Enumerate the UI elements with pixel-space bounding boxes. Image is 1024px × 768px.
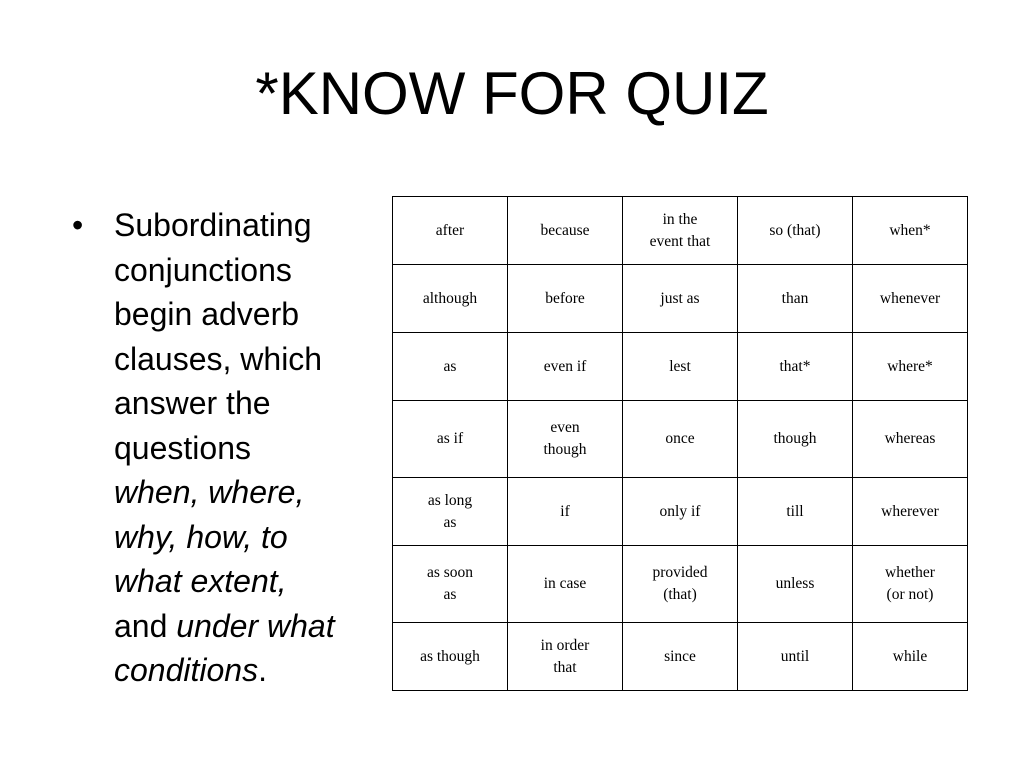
bullet-line: clauses, which — [114, 340, 323, 377]
table-cell — [738, 197, 853, 265]
table-cell — [853, 333, 968, 401]
table-cell — [508, 265, 623, 333]
cell-text-line: until — [780, 647, 810, 665]
cell-text-line: as if — [436, 430, 464, 447]
table-cell — [393, 333, 508, 401]
cell-text-line: when* — [889, 221, 931, 239]
cell-text-line: in case — [543, 575, 587, 592]
table-cell — [623, 265, 738, 333]
table-cell — [508, 478, 623, 546]
cell-text-line: (that) — [663, 586, 697, 603]
cell-text-line: as — [443, 586, 457, 603]
table-cell — [508, 197, 623, 265]
cell-text-line: since — [664, 647, 696, 665]
table-row — [393, 197, 968, 265]
cell-text-line: whether — [885, 564, 935, 581]
cell-text-line: that* — [779, 357, 811, 375]
table-row — [393, 478, 968, 546]
bullet-line-italic: why, how, to — [114, 518, 288, 555]
table-cell — [738, 623, 853, 691]
table-cell — [393, 623, 508, 691]
cell-text-line: because — [540, 221, 590, 239]
table-cell — [738, 478, 853, 546]
cell-text-line: in order — [540, 636, 590, 654]
slide-title: *KNOW FOR QUIZ — [255, 60, 769, 127]
cell-text-line: as soon — [426, 564, 474, 581]
bullet-line: conjunctions — [114, 251, 292, 288]
table-cell — [393, 265, 508, 333]
bullet-line: questions — [114, 429, 251, 466]
cell-text-line: before — [545, 289, 585, 307]
cell-text-line: after — [435, 221, 465, 239]
cell-text-line: though — [773, 430, 817, 447]
cell-text-line: while — [892, 647, 928, 665]
table-cell — [853, 546, 968, 623]
cell-text-line: as — [443, 513, 457, 531]
table-cell — [623, 623, 738, 691]
cell-text-line: provided — [652, 564, 708, 581]
table-cell — [853, 623, 968, 691]
table-cell — [738, 265, 853, 333]
cell-text-line: till — [786, 502, 804, 520]
table-cell — [623, 478, 738, 546]
table-row — [393, 265, 968, 333]
cell-text-line: in the — [662, 210, 698, 228]
bullet-line-mixed — [114, 604, 414, 649]
bullet-text — [114, 203, 414, 693]
table-cell — [623, 197, 738, 265]
bullet-italic-tail: under what — [176, 607, 335, 644]
cell-text-line: if — [560, 502, 570, 520]
cell-text-line: though — [543, 441, 587, 458]
bullet-and-word: and — [114, 607, 177, 644]
table-cell — [853, 478, 968, 546]
table-cell — [623, 546, 738, 623]
cell-text-line: wherever — [881, 502, 939, 520]
table-row — [393, 623, 968, 691]
table-cell — [393, 546, 508, 623]
cell-text-line: than — [781, 289, 809, 307]
conjunctions-table — [392, 196, 968, 691]
table-cell — [508, 623, 623, 691]
cell-text-line: so (that) — [769, 221, 821, 239]
table-row — [393, 401, 968, 478]
table-cell — [853, 401, 968, 478]
cell-text-line: whereas — [884, 430, 936, 447]
table-cell — [508, 401, 623, 478]
bullet-italic-last: conditions — [114, 652, 259, 688]
table-cell — [623, 333, 738, 401]
table-cell — [853, 197, 968, 265]
cell-text-line: where* — [887, 357, 933, 375]
table-cell — [508, 333, 623, 401]
table-cell — [393, 478, 508, 546]
bullet-marker: • — [72, 207, 84, 243]
bullet-period: . — [258, 652, 267, 688]
cell-text-line: although — [422, 289, 478, 307]
bullet-line: answer the — [114, 385, 271, 421]
cell-text-line: even if — [543, 357, 587, 375]
table-cell — [738, 333, 853, 401]
bullet-line: begin adverb — [114, 296, 300, 332]
cell-text-line: unless — [775, 575, 815, 592]
table-cell — [738, 546, 853, 623]
table-cell — [853, 265, 968, 333]
bullet-line-last — [114, 648, 414, 693]
table-cell — [393, 401, 508, 478]
cell-text-line: lest — [669, 357, 691, 375]
cell-text-line: (or not) — [886, 586, 934, 603]
cell-text-line: event that — [649, 232, 711, 250]
table-cell — [623, 401, 738, 478]
table-cell — [393, 197, 508, 265]
cell-text-line: as long — [427, 491, 473, 509]
cell-text-line: even — [550, 419, 580, 436]
bullet-line-italic: what extent, — [114, 563, 287, 599]
bullet-line: Subordinating — [114, 207, 312, 243]
table-row — [393, 333, 968, 401]
table-cell — [508, 546, 623, 623]
bullet-line-italic: when, where, — [114, 474, 305, 510]
cell-text-line: whenever — [879, 289, 941, 307]
cell-text-line: only if — [659, 502, 701, 520]
cell-text-line: that — [553, 658, 577, 676]
cell-text-line: just as — [660, 289, 700, 307]
table-cell — [738, 401, 853, 478]
table-row — [393, 546, 968, 623]
cell-text-line: as though — [420, 647, 480, 665]
cell-text-line: as — [443, 357, 457, 375]
cell-text-line: once — [665, 430, 695, 447]
